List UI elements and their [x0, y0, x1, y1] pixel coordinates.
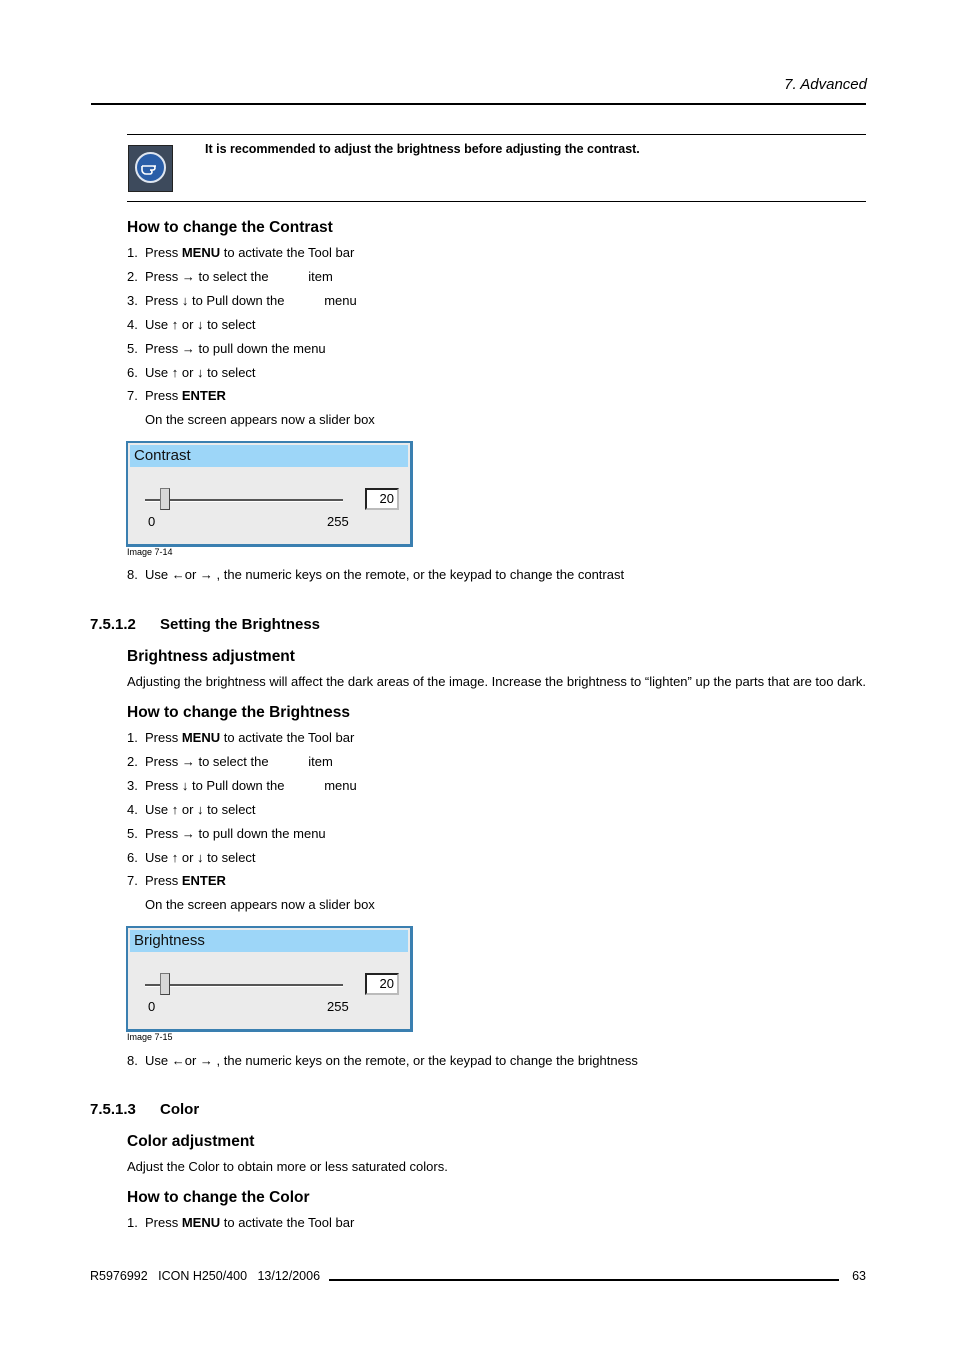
step-text: [145, 245, 354, 260]
step-text-part: Use ↑ or ↓ to select: [145, 849, 256, 865]
step-number: 8.: [127, 1053, 138, 1068]
step-number: 2.: [127, 753, 138, 769]
brightness-description: Adjusting the brightness will affect the dark areas of the image. Increase the brightness to “lighten” up the parts that are too dark.: [127, 674, 867, 689]
step-text: [145, 1215, 354, 1230]
slider-value-field[interactable]: 20: [365, 973, 399, 995]
step-text-part: Press → to pull down the menu: [145, 340, 326, 356]
step-text: [145, 341, 326, 356]
step-text: Use ←or → , the numeric keys on the remote, or the keypad to change the brightness: [145, 1053, 638, 1068]
brightness-result-text: On the screen appears now a slider box: [145, 897, 375, 912]
step-text-part: Press: [145, 388, 182, 404]
slider-min-label: 0: [148, 514, 156, 529]
step-number: 4.: [127, 316, 138, 332]
step-text-part: Press: [145, 1215, 182, 1230]
chapter-title: 7. Advanced: [784, 76, 867, 93]
pointing-hand-icon: [128, 145, 173, 192]
contrast-result-text: On the screen appears now a slider box: [145, 412, 375, 427]
section-number: 7.5.1.3: [90, 1101, 136, 1118]
slider-value-field[interactable]: 20: [365, 488, 399, 510]
step-text: [145, 802, 256, 817]
image-caption: Image 7-15: [127, 1032, 173, 1042]
step-number: 7.: [127, 388, 138, 404]
step-text: [145, 269, 333, 284]
step-text-part: Use ↑ or ↓ to select: [145, 364, 256, 380]
step-number: 6.: [127, 849, 138, 865]
header-rule: [91, 103, 866, 105]
slider-min-label: 0: [148, 999, 156, 1014]
step-text: [145, 826, 326, 841]
image-caption: Image 7-14: [127, 547, 173, 557]
step-number: 3.: [127, 292, 138, 308]
section-number: 7.5.1.2: [90, 616, 136, 633]
step-key-name: MENU: [181, 730, 221, 745]
note-box: [127, 134, 866, 202]
contrast-heading: How to change the Contrast: [127, 219, 333, 236]
step-text-part: Press → to select the item: [145, 268, 333, 284]
footer-doc-info: R5976992 ICON H250/400 13/12/2006: [90, 1269, 321, 1283]
slider-title: Contrast: [130, 445, 408, 467]
step-text: [145, 317, 256, 332]
step-text-part: Press ↓ to Pull down the menu: [145, 292, 357, 308]
step-text-part: Use ↑ or ↓ to select: [145, 316, 256, 332]
section-title: Color: [160, 1101, 200, 1118]
color-subheading: Color adjustment: [127, 1133, 255, 1150]
step-text: [145, 754, 333, 769]
step-key-name: ENTER: [181, 388, 226, 404]
step-text: [145, 293, 357, 308]
contrast-slider-box: [126, 441, 413, 547]
color-heading: How to change the Color: [127, 1189, 310, 1206]
brightness-subheading: Brightness adjustment: [127, 648, 295, 665]
step-text-part: to activate the Tool bar: [220, 730, 355, 745]
step-text-part: to activate the Tool bar: [220, 245, 355, 260]
step-key-name: MENU: [181, 1215, 221, 1230]
step-text-part: to activate the Tool bar: [220, 1215, 355, 1230]
step-text-part: Press ↓ to Pull down the menu: [145, 777, 357, 793]
step-text-part: Press: [145, 730, 182, 745]
step-number: 1.: [127, 245, 138, 260]
step-number: 3.: [127, 777, 138, 793]
brightness-slider-box: [126, 926, 413, 1032]
brightness-heading: How to change the Brightness: [127, 704, 351, 721]
step-number: 5.: [127, 340, 138, 356]
footer-rule: [329, 1279, 839, 1281]
page-number: 63: [852, 1269, 866, 1283]
section-title: Setting the Brightness: [160, 616, 321, 633]
step-text: [145, 873, 226, 888]
step-number: 1.: [127, 1215, 138, 1230]
step-key-name: MENU: [181, 245, 221, 260]
step-number: 7.: [127, 873, 138, 889]
step-text: [145, 850, 256, 865]
step-text-part: Press → to select the item: [145, 753, 333, 769]
step-number: 2.: [127, 268, 138, 284]
step-text-part: Press → to pull down the menu: [145, 825, 326, 841]
color-description: Adjust the Color to obtain more or less saturated colors.: [127, 1159, 448, 1174]
step-text: Use ←or → , the numeric keys on the remote, or the keypad to change the contrast: [145, 567, 625, 582]
step-text-part: Use ↑ or ↓ to select: [145, 801, 256, 817]
step-number: 1.: [127, 730, 138, 745]
step-number: 8.: [127, 567, 138, 582]
slider-title: Brightness: [130, 930, 408, 952]
step-text: [145, 730, 354, 745]
step-text: [145, 388, 226, 403]
step-text: [145, 365, 256, 380]
slider-track: [145, 984, 343, 987]
slider-max-label: 255: [327, 514, 349, 529]
step-key-name: ENTER: [181, 873, 226, 889]
step-number: 6.: [127, 364, 138, 380]
step-text-part: Press: [145, 873, 182, 889]
step-text-part: Press: [145, 245, 182, 260]
slider-thumb[interactable]: [160, 973, 170, 995]
slider-thumb[interactable]: [160, 488, 170, 510]
note-text: It is recommended to adjust the brightness before adjusting the contrast.: [205, 142, 640, 156]
step-number: 5.: [127, 825, 138, 841]
slider-max-label: 255: [327, 999, 349, 1014]
slider-track: [145, 499, 343, 502]
step-number: 4.: [127, 801, 138, 817]
step-text: [145, 778, 357, 793]
